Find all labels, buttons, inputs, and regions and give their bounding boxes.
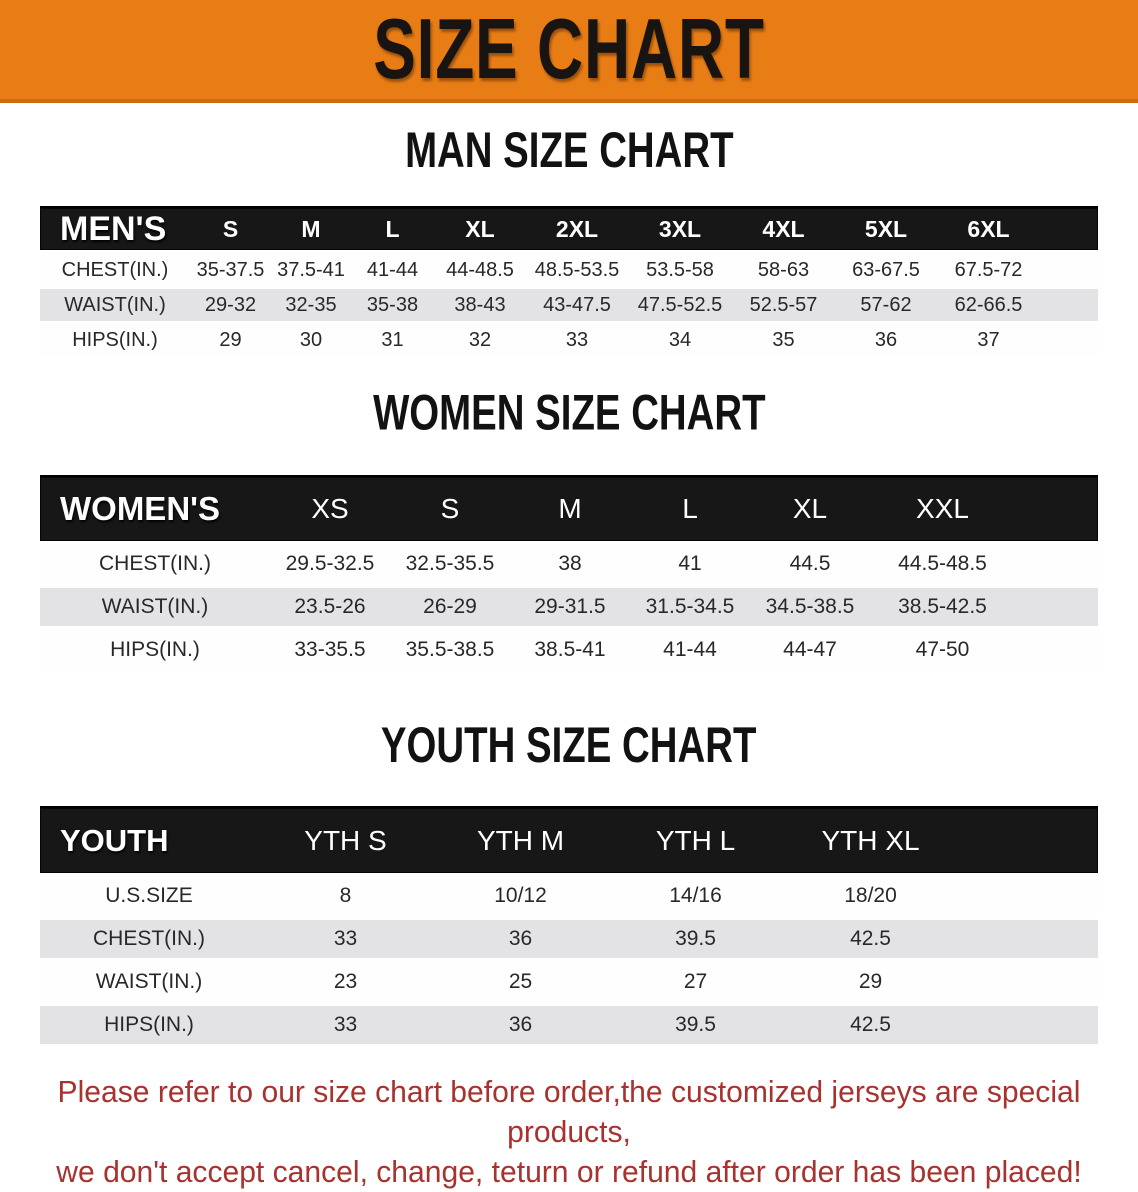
column-header: YTH S: [304, 824, 387, 856]
size-value: 14/16: [669, 884, 722, 907]
column-header: YTH XL: [821, 824, 920, 856]
banner-title: SIZE CHART: [373, 1, 765, 97]
youth-group-label: YOUTH: [60, 822, 169, 858]
women-size-table: [40, 475, 1098, 669]
size-chart-banner: [0, 0, 1138, 103]
size-value: 43-47.5: [543, 293, 611, 316]
size-value: 39.5: [675, 927, 716, 950]
size-value: 31: [381, 328, 404, 351]
size-value: 33: [333, 1013, 358, 1036]
size-value: 58-63: [757, 258, 810, 281]
size-value: 47.5-52.5: [637, 293, 723, 316]
order-policy-line-1: Please refer to our size chart before order,the customized jerseys are special products,: [57, 1074, 1081, 1149]
row-label: CHEST(IN.): [99, 552, 211, 575]
column-header: XL: [465, 215, 495, 242]
size-value: 31.5-34.5: [645, 595, 735, 618]
row-label: U.S.SIZE: [105, 884, 193, 907]
size-value: 29.5-32.5: [285, 552, 375, 575]
table-row-chest: [40, 920, 1098, 958]
size-value: 35.5-38.5: [405, 638, 495, 661]
size-value: 32.5-35.5: [405, 552, 495, 575]
youth-section-heading: [0, 719, 1138, 784]
size-value: 34: [668, 328, 692, 351]
size-value: 44-47: [783, 638, 837, 661]
man-heading-text: MAN SIZE CHART: [404, 122, 734, 179]
size-value: 44.5-48.5: [898, 552, 987, 575]
size-value: 47-50: [915, 638, 970, 661]
size-value: 33-35.5: [294, 638, 366, 661]
column-header: M: [301, 215, 321, 242]
table-row-waist: [40, 289, 1098, 321]
size-value: 62-66.5: [954, 293, 1023, 316]
size-value: 52.5-57: [749, 293, 818, 316]
size-value: 35-38: [366, 293, 419, 316]
column-header: 2XL: [555, 215, 599, 242]
size-value: 41: [678, 552, 702, 575]
column-header: XL: [792, 493, 828, 524]
size-value: 67.5-72: [954, 258, 1023, 281]
row-label: HIPS(IN.): [110, 638, 200, 661]
column-header: XXL: [916, 493, 969, 524]
size-value: 38: [558, 552, 582, 575]
row-label: WAIST(IN.): [95, 970, 203, 993]
row-label: WAIST(IN.): [64, 293, 166, 316]
youth-table-header-row: [40, 806, 1098, 873]
size-value: 23.5-26: [294, 595, 366, 618]
column-header: 4XL: [762, 215, 805, 242]
column-header: 3XL: [658, 215, 702, 242]
size-value: 34.5-38.5: [765, 595, 855, 618]
order-policy-line-2: we don't accept cancel, change, teturn or refund after order has been placed!: [56, 1154, 1082, 1189]
column-header: L: [682, 493, 698, 524]
table-row-hips: [40, 631, 1098, 669]
men-group-label: MEN'S: [60, 209, 167, 248]
table-row-chest: [40, 545, 1098, 583]
size-value: 38-43: [454, 293, 506, 316]
size-value: 36: [508, 927, 533, 950]
size-value: 38.5-41: [534, 638, 606, 661]
size-value: 23: [333, 970, 358, 993]
table-row-hips: [40, 324, 1098, 356]
column-header: 6XL: [967, 215, 1010, 242]
size-value: 48.5-53.5: [534, 258, 620, 281]
size-value: 26-29: [423, 595, 477, 618]
size-value: 36: [508, 1013, 533, 1036]
size-value: 36: [874, 328, 898, 351]
size-value: 32: [468, 328, 492, 351]
size-value: 18/20: [844, 884, 897, 907]
size-value: 57-62: [860, 293, 912, 316]
row-label: HIPS(IN.): [104, 1013, 194, 1036]
size-value: 25: [508, 970, 533, 993]
column-header: YTH L: [655, 824, 736, 856]
size-value: 29-31.5: [534, 595, 606, 618]
size-value: 29: [858, 970, 883, 993]
size-value: 63-67.5: [852, 258, 920, 281]
row-label: WAIST(IN.): [101, 595, 209, 618]
table-row-chest: [40, 254, 1098, 286]
size-value: 44.5: [789, 552, 831, 575]
column-header: S: [440, 493, 460, 524]
order-policy-note: [0, 1072, 1138, 1192]
size-value: 53.5-58: [646, 258, 714, 281]
size-value: 44-48.5: [446, 258, 514, 281]
size-value: 35-37.5: [196, 258, 265, 281]
column-header: XS: [311, 493, 349, 524]
table-row-waist: [40, 963, 1098, 1001]
row-label: CHEST(IN.): [93, 927, 205, 950]
size-value: 42.5: [850, 927, 891, 950]
size-value: 33: [333, 927, 358, 950]
size-value: 33: [565, 328, 589, 351]
women-group-label: WOMEN'S: [60, 490, 221, 527]
table-row-waist: [40, 588, 1098, 626]
size-value: 39.5: [675, 1013, 716, 1036]
table-row-us-size: [40, 877, 1098, 915]
size-value: 8: [339, 884, 352, 907]
size-value: 29-32: [204, 293, 257, 316]
table-row-hips: [40, 1006, 1098, 1044]
size-value: 42.5: [850, 1013, 891, 1036]
men-size-table: [40, 206, 1098, 356]
column-header: L: [385, 215, 400, 242]
man-section-heading: [0, 124, 1138, 189]
size-value: 37: [977, 328, 1000, 351]
women-section-heading: [0, 387, 1138, 452]
youth-size-table: [40, 806, 1098, 1044]
row-label: CHEST(IN.): [61, 258, 169, 281]
size-value: 30: [299, 328, 323, 351]
column-header: 5XL: [864, 215, 908, 242]
size-value: 35: [772, 328, 795, 351]
size-value: 29: [219, 328, 242, 351]
men-table-header-row: [40, 206, 1098, 250]
women-table-header-row: [40, 475, 1098, 541]
size-value: 32-35: [285, 293, 337, 316]
size-value: 27: [683, 970, 708, 993]
size-value: 41-44: [663, 638, 717, 661]
size-value: 38.5-42.5: [898, 595, 987, 618]
column-header: YTH M: [476, 824, 565, 856]
youth-heading-text: YOUTH SIZE CHART: [381, 717, 757, 774]
column-header: S: [222, 215, 239, 242]
size-value: 41-44: [366, 258, 419, 281]
column-header: M: [558, 493, 582, 524]
size-value: 37.5-41: [277, 258, 345, 281]
women-heading-text: WOMEN SIZE CHART: [372, 385, 766, 442]
row-label: HIPS(IN.): [72, 328, 158, 351]
size-value: 10/12: [494, 884, 547, 907]
